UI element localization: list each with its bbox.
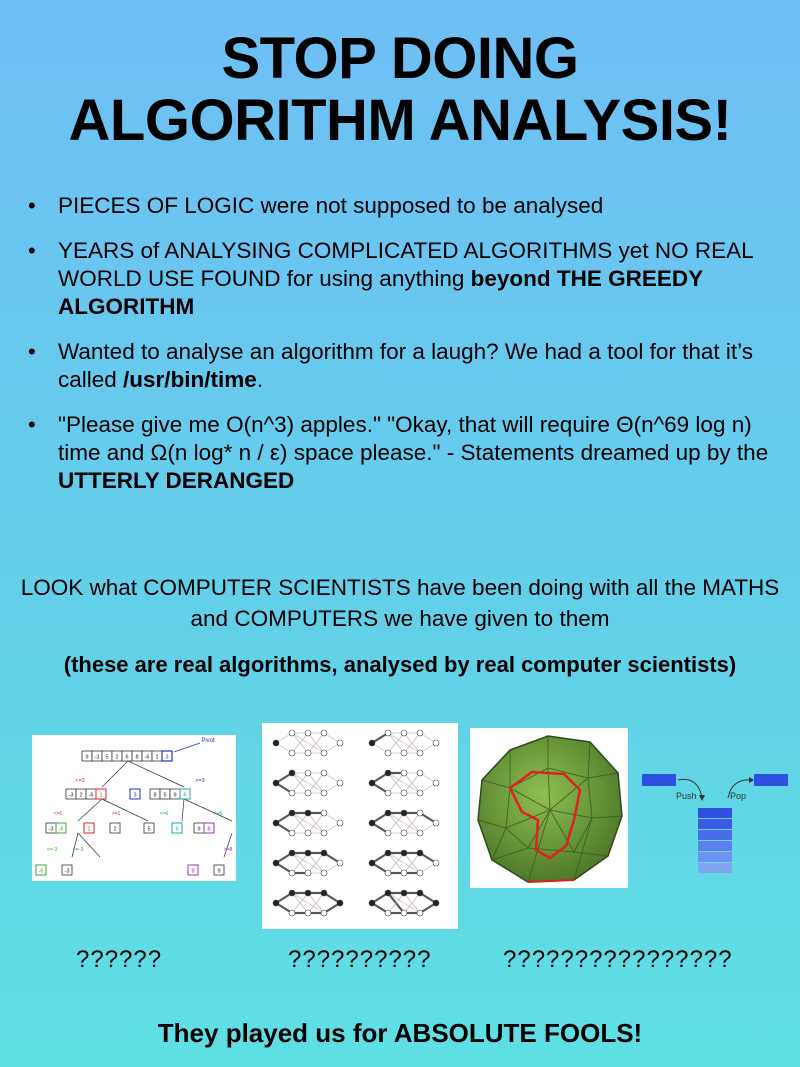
graph-node bbox=[321, 870, 327, 876]
push-label: Push bbox=[676, 791, 697, 801]
stack-column bbox=[698, 808, 732, 873]
graph-node bbox=[417, 810, 423, 816]
graph-node bbox=[305, 750, 311, 756]
graph-node bbox=[433, 780, 439, 786]
graph-node bbox=[273, 820, 279, 826]
graph-node bbox=[385, 850, 391, 856]
graph-node bbox=[369, 860, 375, 866]
tree-edge bbox=[184, 799, 232, 821]
cmp-label: <=-3 bbox=[46, 847, 58, 853]
graph-node bbox=[417, 890, 423, 896]
graph-node bbox=[433, 740, 439, 746]
leaf-value: 9 bbox=[217, 868, 221, 875]
graph-node bbox=[289, 790, 295, 796]
graph-node bbox=[321, 770, 327, 776]
root-row-value: 2 bbox=[115, 754, 119, 761]
cmp-label: <=1 bbox=[53, 811, 63, 817]
tree-edge bbox=[78, 833, 100, 857]
level1-left-value: 2 bbox=[79, 792, 83, 799]
graph-node bbox=[385, 750, 391, 756]
level2-a-value: -3 bbox=[48, 826, 54, 833]
cmp-label: <=6 bbox=[159, 811, 169, 817]
graph-node bbox=[401, 750, 407, 756]
level1-left-value: -6 bbox=[88, 792, 94, 799]
tree-edge bbox=[72, 833, 78, 857]
graph-node bbox=[321, 750, 327, 756]
polyhedron-image bbox=[470, 728, 628, 888]
graph-node bbox=[321, 850, 327, 856]
level1-left-value: -3 bbox=[68, 792, 74, 799]
question-marks-1: ?????? bbox=[76, 946, 163, 973]
graph-node bbox=[385, 770, 391, 776]
graph-node bbox=[417, 730, 423, 736]
fools-caption: They played us for ABSOLUTE FOOLS! bbox=[157, 1018, 643, 1048]
cmp-label: >=3 bbox=[195, 778, 205, 784]
graph-node bbox=[321, 830, 327, 836]
leaf-value: -3 bbox=[64, 868, 70, 875]
graph-node bbox=[321, 730, 327, 736]
tree-edge bbox=[102, 799, 148, 821]
bullet-dot-icon: • bbox=[28, 193, 36, 218]
quicksort-svg bbox=[32, 735, 236, 881]
level1-right-value: 8 bbox=[153, 792, 157, 799]
stack-diagram bbox=[640, 768, 794, 884]
graph-node bbox=[337, 780, 343, 786]
bullet-bold-text: /usr/bin/time bbox=[123, 367, 257, 392]
graph-node bbox=[417, 750, 423, 756]
bullet-text: "Please give me O(n^3) apples." "Okay, that will require Θ(n^69 log n) time and Ω(n log* n / ε) space please." - Statements dreamed up by the bbox=[58, 412, 769, 465]
graph-node bbox=[337, 740, 343, 746]
bullet-dot-icon: • bbox=[28, 339, 36, 364]
level1-right-value: 5 bbox=[163, 792, 167, 799]
graph-node bbox=[385, 790, 391, 796]
pivot-arrow bbox=[174, 743, 200, 752]
cmp-label: >=-3 bbox=[72, 847, 84, 853]
real-caption: (these are real algorithms, analysed by real computer scientists) bbox=[63, 652, 737, 677]
graph-node bbox=[289, 810, 295, 816]
cmp-label: >=8 bbox=[223, 847, 233, 853]
root-row-value: 6 bbox=[125, 754, 129, 761]
graph-node bbox=[401, 790, 407, 796]
bullet-text-after: . bbox=[256, 367, 264, 392]
graph-node bbox=[337, 900, 343, 906]
level2-d-value: 9 bbox=[197, 826, 201, 833]
graph-node bbox=[401, 850, 407, 856]
graph-node bbox=[417, 830, 423, 836]
poster-title bbox=[0, 28, 800, 152]
graph-node bbox=[337, 820, 343, 826]
graph-node bbox=[385, 810, 391, 816]
mid-value: 3 bbox=[133, 792, 137, 799]
root-row-value: 9 bbox=[85, 754, 89, 761]
bullet-bold-text: beyond THE GREEDY ALGORITHM bbox=[58, 266, 703, 319]
tree-edge bbox=[102, 761, 128, 787]
pivot-value: 3 bbox=[165, 754, 169, 761]
leaf-value: 8 bbox=[191, 868, 195, 875]
graph-node bbox=[433, 900, 439, 906]
graph-node bbox=[401, 810, 407, 816]
graph-node bbox=[401, 870, 407, 876]
graph-node bbox=[385, 730, 391, 736]
graph-node bbox=[273, 900, 279, 906]
bullet-item bbox=[22, 237, 782, 321]
graph-node bbox=[305, 870, 311, 876]
graph-node bbox=[369, 900, 375, 906]
sorted-value: 1 bbox=[87, 826, 91, 833]
quicksort-diagram bbox=[32, 735, 236, 881]
graph-node bbox=[273, 780, 279, 786]
graph-node bbox=[369, 820, 375, 826]
graph-node bbox=[369, 780, 375, 786]
graph-node bbox=[305, 850, 311, 856]
graph-node bbox=[401, 730, 407, 736]
bullet-item bbox=[22, 338, 782, 394]
graph-node bbox=[417, 770, 423, 776]
pivot-value: -6 bbox=[58, 826, 64, 833]
graph-node bbox=[305, 810, 311, 816]
graph-node bbox=[401, 890, 407, 896]
graph-node bbox=[305, 830, 311, 836]
cmp-label: >=6 bbox=[213, 811, 223, 817]
leaf-value: -6 bbox=[38, 868, 44, 875]
bullet-bold-text: UTTERLY DERANGED bbox=[58, 468, 295, 493]
graph-grid-diagram bbox=[262, 723, 458, 929]
pop-label: Pop bbox=[730, 791, 747, 801]
root-row-value: -6 bbox=[144, 754, 150, 761]
graph-node bbox=[337, 860, 343, 866]
graph-node bbox=[385, 870, 391, 876]
graph-node bbox=[417, 790, 423, 796]
title-line-2: ALGORITHM ANALYSIS! bbox=[68, 88, 732, 153]
level2-c-value: 5 bbox=[147, 826, 151, 833]
tree-edge bbox=[182, 799, 184, 821]
bullet-text: PIECES OF LOGIC were not supposed to be analysed bbox=[58, 193, 604, 218]
graph-node bbox=[289, 890, 295, 896]
graph-node bbox=[273, 860, 279, 866]
bullet-text: Wanted to analyse an algorithm for a laugh? We had a tool for that it’s called bbox=[58, 339, 753, 392]
graph-node bbox=[385, 830, 391, 836]
graph-node bbox=[289, 910, 295, 916]
graph-node bbox=[401, 910, 407, 916]
graph-node bbox=[401, 770, 407, 776]
title-line-1: STOP DOING bbox=[221, 26, 579, 91]
graph-node bbox=[305, 770, 311, 776]
bullet-dot-icon: • bbox=[28, 412, 36, 437]
cmp-label: <=3 bbox=[75, 778, 85, 784]
root-row-value: 1 bbox=[155, 754, 159, 761]
pop-item bbox=[754, 774, 788, 786]
graph-node bbox=[289, 730, 295, 736]
cmp-label: >=1 bbox=[111, 811, 121, 817]
graph-node bbox=[289, 770, 295, 776]
graph-node bbox=[273, 740, 279, 746]
push-item bbox=[642, 774, 676, 786]
root-row-value: 8 bbox=[135, 754, 139, 761]
question-marks-3: ???????????????? bbox=[503, 946, 733, 973]
graph-node bbox=[417, 910, 423, 916]
graph-node bbox=[305, 790, 311, 796]
bullet-text: YEARS of ANALYSING COMPLICATED ALGORITHMS yet NO REAL WORLD USE FOUND for using anything bbox=[58, 238, 753, 291]
graph-node bbox=[401, 830, 407, 836]
graph-node bbox=[289, 830, 295, 836]
bullet-item bbox=[22, 192, 782, 220]
tree-edge bbox=[128, 761, 184, 787]
graph-node bbox=[321, 810, 327, 816]
pivot-label: Pivot bbox=[201, 738, 215, 744]
pivot-value: 8 bbox=[207, 826, 211, 833]
look-caption: LOOK what COMPUTER SCIENTISTS have been doing with all the MATHS and COMPUTERS we have given to them bbox=[20, 575, 780, 631]
tree-edge bbox=[224, 833, 232, 857]
graph-node bbox=[305, 910, 311, 916]
sorted-value: 6 bbox=[175, 826, 179, 833]
graph-node bbox=[385, 910, 391, 916]
graph-node bbox=[305, 730, 311, 736]
bullet-list bbox=[22, 192, 782, 512]
bullet-item bbox=[22, 411, 782, 495]
graph-node bbox=[305, 890, 311, 896]
graph-node bbox=[433, 820, 439, 826]
root-row-value: -3 bbox=[94, 754, 100, 761]
root-row-value: 5 bbox=[105, 754, 109, 761]
graph-node bbox=[417, 870, 423, 876]
level1-right-value: 9 bbox=[173, 792, 177, 799]
graph-node bbox=[321, 890, 327, 896]
pivot-value: 6 bbox=[183, 792, 187, 799]
graph-node bbox=[385, 890, 391, 896]
graph-node bbox=[321, 910, 327, 916]
graph-node bbox=[417, 850, 423, 856]
pivot-value: 1 bbox=[99, 792, 103, 799]
graph-node bbox=[369, 740, 375, 746]
graph-node bbox=[289, 750, 295, 756]
graph-node bbox=[289, 870, 295, 876]
question-marks-2: ?????????? bbox=[288, 946, 432, 973]
level2-b-value: 2 bbox=[113, 826, 117, 833]
graph-node bbox=[433, 860, 439, 866]
tree-edge bbox=[78, 799, 102, 821]
graph-grid-svg bbox=[262, 723, 458, 929]
bullet-dot-icon: • bbox=[28, 238, 36, 263]
graph-node bbox=[321, 790, 327, 796]
graph-node bbox=[289, 850, 295, 856]
polyhedron-svg bbox=[470, 728, 628, 888]
stack-svg bbox=[640, 768, 794, 884]
